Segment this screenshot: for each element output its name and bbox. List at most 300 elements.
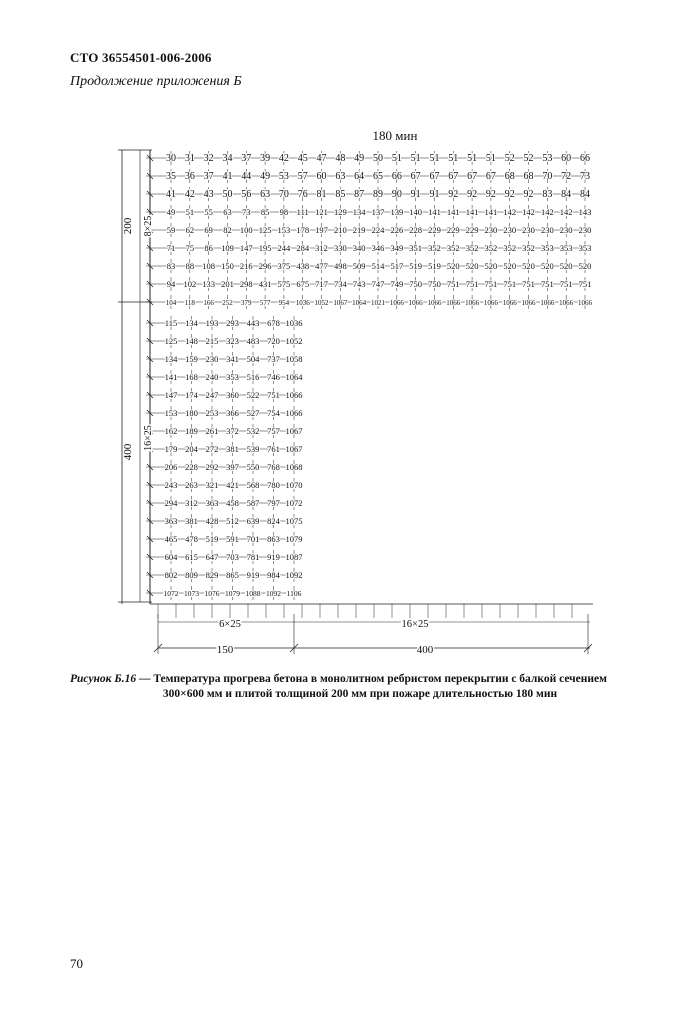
beam-temp-value: 293 xyxy=(226,318,239,328)
slab-temp-value: 67 xyxy=(448,171,459,182)
slab-temp-value: 48 xyxy=(335,153,346,164)
beam-temp-value: 147 xyxy=(164,390,178,400)
slab-temp-value: 1066 xyxy=(408,299,423,307)
document-code: СТО 36554501-006-2006 xyxy=(70,50,212,65)
beam-temp-value: 1070 xyxy=(285,480,303,490)
beam-temp-value: 483 xyxy=(246,336,260,346)
slab-temp-value: 32 xyxy=(203,153,214,164)
slab-temp-value: 47 xyxy=(316,153,327,164)
beam-temp-value: 532 xyxy=(246,426,260,436)
beam-temp-value: 1066 xyxy=(285,390,303,400)
slab-temp-value: 88 xyxy=(185,261,195,271)
slab-temp-value: 195 xyxy=(258,243,272,253)
beam-temp-value: 1079 xyxy=(225,589,240,598)
beam-temp-value: 292 xyxy=(205,462,219,472)
slab-temp-value: 53 xyxy=(278,171,289,182)
beam-temp-value: 240 xyxy=(205,372,219,382)
slab-temp-value: 52 xyxy=(504,153,515,164)
slab-temp-value: 51 xyxy=(410,153,421,164)
slab-temp-value: 141 xyxy=(428,207,441,217)
slab-temp-value: 137 xyxy=(371,207,385,217)
slab-temp-value: 85 xyxy=(335,189,346,200)
beam-temp-value: 443 xyxy=(246,318,260,328)
slab-temp-value: 71 xyxy=(166,243,176,253)
beam-temp-value: 797 xyxy=(267,498,280,508)
slab-temp-value: 352 xyxy=(446,243,460,253)
beam-temp-value: 639 xyxy=(246,516,260,526)
slab-temp-value: 121 xyxy=(315,207,328,217)
slab-temp-value: 230 xyxy=(540,225,554,235)
slab-temp-value: 577 xyxy=(259,299,271,307)
slab-temp-value: 59 xyxy=(166,225,176,235)
slab-temp-value: 49 xyxy=(166,207,176,217)
slab-temp-value: 352 xyxy=(465,243,479,253)
slab-temp-value: 1066 xyxy=(502,299,517,307)
slab-temp-value: 35 xyxy=(166,171,176,182)
slab-temp-value: 352 xyxy=(484,243,498,253)
slab-temp-value: 57 xyxy=(297,171,308,182)
slab-temp-value: 125 xyxy=(258,225,272,235)
beam-temp-value: 647 xyxy=(205,552,219,562)
beam-temp-value: 780 xyxy=(267,480,280,490)
slab-temp-value: 230 xyxy=(522,225,535,235)
beam-temp-value: 781 xyxy=(246,552,260,562)
slab-temp-value: 477 xyxy=(315,261,328,271)
slab-temp-value: 31 xyxy=(184,153,195,164)
page-number: 70 xyxy=(70,956,83,971)
slab-temp-value: 517 xyxy=(390,261,404,271)
slab-temp-value: 216 xyxy=(239,261,253,271)
slab-temp-value: 150 xyxy=(221,261,234,271)
slab-temp-value: 349 xyxy=(390,243,404,253)
beam-temp-value: 1052 xyxy=(285,336,303,346)
slab-temp-value: 228 xyxy=(409,225,423,235)
slab-temp-value: 140 xyxy=(409,207,423,217)
beam-temp-value: 323 xyxy=(226,336,239,346)
slab-temp-value: 751 xyxy=(540,279,554,289)
slab-temp-value: 178 xyxy=(296,225,310,235)
beam-temp-value: 1106 xyxy=(286,589,302,598)
slab-temp-value: 133 xyxy=(202,279,216,289)
slab-temp-value: 353 xyxy=(578,243,592,253)
beam-temp-value: 125 xyxy=(164,336,178,346)
slab-temp-value: 954 xyxy=(278,299,290,307)
beam-temp-value: 179 xyxy=(164,444,178,454)
slab-temp-value: 92 xyxy=(467,189,478,200)
slab-temp-value: 49 xyxy=(354,153,365,164)
slab-temp-value: 86 xyxy=(204,243,213,253)
slab-temp-value: 94 xyxy=(166,279,176,289)
slab-temp-value: 41 xyxy=(222,171,233,182)
slab-temp-value: 1066 xyxy=(446,299,461,307)
slab-temp-value: 351 xyxy=(409,243,423,253)
beam-temp-value: 360 xyxy=(226,390,239,400)
caption-line2: 300×600 мм и плитой толщиной 200 мм при пожаре длительностью 180 мин xyxy=(162,688,558,700)
dimension-400-bottom: 400 xyxy=(416,644,434,656)
beam-temp-value: 1064 xyxy=(285,372,303,382)
dimension-16x25-bottom: 16×25 xyxy=(401,619,429,630)
beam-temp-value: 465 xyxy=(164,534,178,544)
slab-temp-value: 284 xyxy=(296,243,310,253)
dimension-6x25: 6×25 xyxy=(219,619,241,630)
fire-duration-label: 180 мин xyxy=(372,128,418,143)
beam-temp-value: 243 xyxy=(164,480,178,490)
beam-temp-value: 761 xyxy=(267,444,280,454)
slab-temp-value: 749 xyxy=(390,279,404,289)
slab-temp-value: 1066 xyxy=(465,299,480,307)
beam-temp-value: 919 xyxy=(267,552,280,562)
slab-temp-value: 67 xyxy=(467,171,478,182)
beam-temp-value: 919 xyxy=(246,570,260,580)
beam-temp-value: 604 xyxy=(164,552,178,562)
slab-temp-value: 230 xyxy=(559,225,573,235)
beam-temp-value: 230 xyxy=(205,354,219,364)
slab-temp-value: 346 xyxy=(371,243,385,253)
beam-temp-value: 294 xyxy=(164,498,178,508)
slab-temp-value: 750 xyxy=(428,279,441,289)
slab-temp-value: 296 xyxy=(258,261,272,271)
slab-temp-value: 226 xyxy=(390,225,404,235)
beam-temp-value: 263 xyxy=(185,480,198,490)
slab-temp-value: 60 xyxy=(316,171,327,182)
slab-temp-value: 82 xyxy=(223,225,232,235)
slab-temp-value: 520 xyxy=(522,261,535,271)
slab-temp-value: 50 xyxy=(222,189,233,200)
beam-temp-value: 768 xyxy=(267,462,280,472)
slab-temp-value: 56 xyxy=(241,189,252,200)
slab-temp-value: 230 xyxy=(484,225,498,235)
slab-temp-value: 519 xyxy=(428,261,441,271)
slab-temp-value: 1052 xyxy=(314,299,329,307)
beam-temp-value: 809 xyxy=(185,570,198,580)
beam-temp-value: 366 xyxy=(226,408,239,418)
slab-temp-value: 751 xyxy=(465,279,479,289)
beam-temp-value: 615 xyxy=(185,552,198,562)
slab-temp-value: 72 xyxy=(561,171,572,182)
slab-temp-value: 219 xyxy=(352,225,366,235)
slab-temp-value: 91 xyxy=(429,189,440,200)
slab-temp-value: 89 xyxy=(373,189,383,200)
slab-temp-value: 68 xyxy=(523,171,534,182)
slab-temp-value: 102 xyxy=(183,279,197,289)
beam-temp-value: 141 xyxy=(164,372,178,382)
beam-temp-value: 984 xyxy=(267,570,280,580)
slab-temp-value: 142 xyxy=(503,207,517,217)
slab-temp-value: 42 xyxy=(278,153,289,164)
slab-temp-value: 1036 xyxy=(295,299,310,307)
beam-temp-value: 865 xyxy=(226,570,239,580)
beam-temp-value: 381 xyxy=(226,444,239,454)
slab-temp-value: 1066 xyxy=(427,299,442,307)
slab-temp-value: 91 xyxy=(410,189,421,200)
slab-temp-value: 73 xyxy=(242,207,251,217)
slab-temp-value: 717 xyxy=(315,279,328,289)
beam-temp-value: 162 xyxy=(164,426,178,436)
beam-temp-value: 321 xyxy=(205,480,219,490)
caption-lead: Рисунок Б.16 xyxy=(70,673,137,685)
beam-temp-value: 372 xyxy=(226,426,239,436)
slab-temp-value: 90 xyxy=(391,189,402,200)
beam-temp-value: 168 xyxy=(185,372,198,382)
slab-temp-value: 81 xyxy=(316,189,327,200)
beam-temp-value: 527 xyxy=(246,408,260,418)
slab-temp-value: 84 xyxy=(561,189,572,200)
beam-temp-value: 381 xyxy=(185,516,198,526)
beam-temp-value: 1075 xyxy=(285,516,303,526)
slab-temp-value: 51 xyxy=(185,207,195,217)
slab-temp-value: 70 xyxy=(542,171,553,182)
slab-temp-value: 111 xyxy=(296,207,309,217)
beam-temp-value: 754 xyxy=(267,408,280,418)
slab-temp-value: 747 xyxy=(371,279,385,289)
slab-temp-value: 375 xyxy=(277,261,291,271)
beam-temp-value: 206 xyxy=(164,462,178,472)
beam-temp-value: 363 xyxy=(205,498,219,508)
beam-temp-value: 189 xyxy=(185,426,198,436)
slab-temp-value: 51 xyxy=(485,153,496,164)
slab-temp-value: 51 xyxy=(429,153,440,164)
beam-temp-value: 134 xyxy=(164,354,178,364)
slab-temp-value: 330 xyxy=(333,243,347,253)
beam-temp-value: 829 xyxy=(205,570,219,580)
slab-temp-value: 520 xyxy=(446,261,460,271)
slab-temp-value: 197 xyxy=(315,225,328,235)
slab-temp-value: 201 xyxy=(221,279,234,289)
slab-temp-value: 734 xyxy=(333,279,347,289)
beam-temp-value: 228 xyxy=(185,462,198,472)
beam-temp-value: 591 xyxy=(226,534,239,544)
slab-temp-value: 49 xyxy=(260,171,271,182)
slab-temp-value: 50 xyxy=(373,153,383,164)
slab-temp-value: 520 xyxy=(503,261,517,271)
dimension-150: 150 xyxy=(216,644,234,656)
slab-temp-value: 751 xyxy=(578,279,592,289)
beam-temp-value: 678 xyxy=(267,318,280,328)
beam-temp-value: 1076 xyxy=(204,589,220,598)
slab-temp-value: 210 xyxy=(333,225,347,235)
beam-temp-value: 568 xyxy=(246,480,260,490)
beam-temp-value: 1088 xyxy=(245,589,261,598)
beam-temp-value: 253 xyxy=(205,408,219,418)
beam-temp-value: 1073 xyxy=(184,589,199,598)
slab-temp-value: 520 xyxy=(559,261,573,271)
slab-temp-value: 64 xyxy=(354,171,365,182)
beam-temp-value: 180 xyxy=(185,408,198,418)
beam-temp-value: 478 xyxy=(185,534,198,544)
beam-temp-value: 193 xyxy=(205,318,219,328)
slab-temp-value: 134 xyxy=(352,207,366,217)
slab-temp-value: 92 xyxy=(504,189,515,200)
slab-temp-value: 51 xyxy=(448,153,459,164)
slab-temp-value: 520 xyxy=(540,261,554,271)
slab-temp-value: 129 xyxy=(333,207,347,217)
beam-temp-value: 204 xyxy=(185,444,198,454)
beam-temp-value: 757 xyxy=(267,426,280,436)
beam-temp-value: 312 xyxy=(185,498,198,508)
beam-temp-value: 421 xyxy=(226,480,239,490)
beam-temp-value: 1092 xyxy=(266,589,281,598)
slab-temp-value: 66 xyxy=(580,153,590,164)
dimension-400: 400 xyxy=(122,443,134,461)
slab-temp-value: 51 xyxy=(467,153,478,164)
beam-temp-value: 587 xyxy=(246,498,260,508)
beam-temp-value: 703 xyxy=(226,552,239,562)
slab-temp-value: 1066 xyxy=(389,299,404,307)
slab-temp-value: 147 xyxy=(239,243,253,253)
slab-temp-value: 84 xyxy=(580,189,590,200)
beam-temp-value: 1036 xyxy=(285,318,303,328)
slab-temp-value: 67 xyxy=(410,171,421,182)
slab-temp-value: 92 xyxy=(485,189,496,200)
slab-temp-value: 224 xyxy=(371,225,385,235)
slab-temp-value: 141 xyxy=(465,207,479,217)
slab-temp-value: 98 xyxy=(279,207,289,217)
beam-temp-value: 159 xyxy=(185,354,198,364)
slab-temp-value: 142 xyxy=(559,207,573,217)
slab-temp-value: 438 xyxy=(296,261,310,271)
slab-temp-value: 743 xyxy=(352,279,366,289)
slab-temp-value: 43 xyxy=(203,189,214,200)
slab-temp-value: 37 xyxy=(241,153,252,164)
slab-temp-value: 63 xyxy=(223,207,232,217)
beam-temp-value: 272 xyxy=(205,444,219,454)
beam-temp-value: 519 xyxy=(205,534,219,544)
slab-temp-value: 37 xyxy=(203,171,214,182)
slab-temp-value: 352 xyxy=(503,243,517,253)
slab-temp-value: 1064 xyxy=(352,299,367,307)
slab-temp-value: 87 xyxy=(354,189,365,200)
beam-temp-value: 751 xyxy=(267,390,280,400)
caption-line1: — Температура прогрева бетона в монолитном ребристом перекрытии с балкой сечением xyxy=(136,673,607,685)
beam-temp-value: 1072 xyxy=(285,498,303,508)
beam-temp-value: 363 xyxy=(164,516,178,526)
slab-temp-value: 92 xyxy=(448,189,459,200)
slab-temp-value: 142 xyxy=(522,207,535,217)
beam-temp-value: 174 xyxy=(185,390,198,400)
slab-temp-value: 67 xyxy=(485,171,496,182)
slab-temp-value: 1066 xyxy=(540,299,555,307)
slab-temp-value: 109 xyxy=(221,243,234,253)
slab-temp-value: 100 xyxy=(239,225,253,235)
slab-temp-value: 42 xyxy=(184,189,195,200)
beam-temp-value: 539 xyxy=(246,444,260,454)
slab-temp-value: 153 xyxy=(277,225,291,235)
slab-temp-value: 85 xyxy=(260,207,270,217)
slab-temp-value: 379 xyxy=(241,299,252,307)
slab-temp-value: 36 xyxy=(184,171,195,182)
beam-temp-value: 1068 xyxy=(285,462,303,472)
slab-temp-value: 53 xyxy=(542,153,553,164)
slab-temp-value: 750 xyxy=(409,279,423,289)
slab-temp-value: 340 xyxy=(352,243,366,253)
slab-temp-value: 1066 xyxy=(521,299,536,307)
beam-temp-value: 341 xyxy=(226,354,239,364)
slab-temp-value: 1066 xyxy=(559,299,574,307)
beam-temp-value: 1092 xyxy=(285,570,303,580)
slab-temp-value: 141 xyxy=(484,207,498,217)
slab-temp-value: 509 xyxy=(352,261,366,271)
beam-temp-value: 550 xyxy=(246,462,260,472)
slab-temp-value: 520 xyxy=(578,261,592,271)
figure-caption xyxy=(70,672,650,702)
beam-temp-value: 153 xyxy=(164,408,178,418)
slab-temp-value: 70 xyxy=(278,189,289,200)
slab-temp-value: 55 xyxy=(204,207,213,217)
slab-temp-value: 229 xyxy=(428,225,441,235)
beam-temp-value: 802 xyxy=(164,570,178,580)
slab-temp-value: 751 xyxy=(559,279,573,289)
slab-temp-value: 230 xyxy=(503,225,517,235)
beam-temp-value: 458 xyxy=(226,498,239,508)
slab-temp-value: 83 xyxy=(542,189,553,200)
slab-temp-value: 108 xyxy=(202,261,216,271)
slab-temp-value: 229 xyxy=(465,225,479,235)
slab-temp-value: 229 xyxy=(446,225,460,235)
beam-temp-value: 1072 xyxy=(163,589,179,598)
slab-temp-value: 312 xyxy=(315,243,328,253)
slab-temp-value: 166 xyxy=(203,299,214,307)
slab-temp-value: 244 xyxy=(277,243,291,253)
slab-temp-value: 520 xyxy=(465,261,479,271)
slab-temp-value: 65 xyxy=(373,171,383,182)
slab-temp-value: 68 xyxy=(504,171,515,182)
beam-temp-value: 512 xyxy=(226,516,239,526)
slab-temp-value: 498 xyxy=(333,261,347,271)
beam-temp-value: 261 xyxy=(205,426,219,436)
slab-temp-value: 751 xyxy=(522,279,535,289)
beam-temp-value: 1067 xyxy=(285,444,303,454)
slab-temp-value: 1066 xyxy=(578,299,592,307)
beam-temp-value: 353 xyxy=(226,372,239,382)
beam-temp-value: 504 xyxy=(246,354,260,364)
slab-temp-value: 514 xyxy=(371,261,385,271)
slab-temp-value: 1021 xyxy=(371,299,385,307)
slab-temp-value: 60 xyxy=(561,153,572,164)
slab-temp-value: 51 xyxy=(391,153,402,164)
slab-temp-value: 353 xyxy=(540,243,554,253)
slab-temp-value: 139 xyxy=(390,207,404,217)
beam-temp-value: 1058 xyxy=(285,354,303,364)
beam-temp-value: 1079 xyxy=(285,534,303,544)
slab-temp-value: 44 xyxy=(241,171,252,182)
beam-temp-value: 215 xyxy=(205,336,219,346)
beam-temp-value: 247 xyxy=(205,390,219,400)
slab-temp-value: 45 xyxy=(297,153,308,164)
slab-temp-value: 230 xyxy=(578,225,592,235)
slab-temp-value: 67 xyxy=(429,171,440,182)
slab-temp-value: 143 xyxy=(578,207,592,217)
beam-temp-value: 522 xyxy=(246,390,260,400)
beam-temp-value: 428 xyxy=(205,516,219,526)
beam-temp-value: 1066 xyxy=(285,408,303,418)
slab-temp-value: 298 xyxy=(239,279,253,289)
slab-temp-value: 118 xyxy=(184,299,195,307)
beam-temp-value: 1067 xyxy=(285,426,303,436)
beam-temp-value: 516 xyxy=(246,372,260,382)
beam-temp-value: 863 xyxy=(267,534,280,544)
beam-temp-value: 701 xyxy=(246,534,260,544)
beam-temp-value: 720 xyxy=(267,336,280,346)
slab-temp-value: 751 xyxy=(446,279,460,289)
beam-temp-value: 746 xyxy=(267,372,280,382)
slab-temp-value: 431 xyxy=(258,279,272,289)
slab-temp-value: 519 xyxy=(409,261,423,271)
slab-temp-value: 575 xyxy=(277,279,291,289)
slab-temp-value: 75 xyxy=(185,243,195,253)
slab-temp-value: 30 xyxy=(166,153,176,164)
appendix-continuation: Продолжение приложения Б xyxy=(70,74,242,89)
beam-temp-value: 1087 xyxy=(285,552,303,562)
